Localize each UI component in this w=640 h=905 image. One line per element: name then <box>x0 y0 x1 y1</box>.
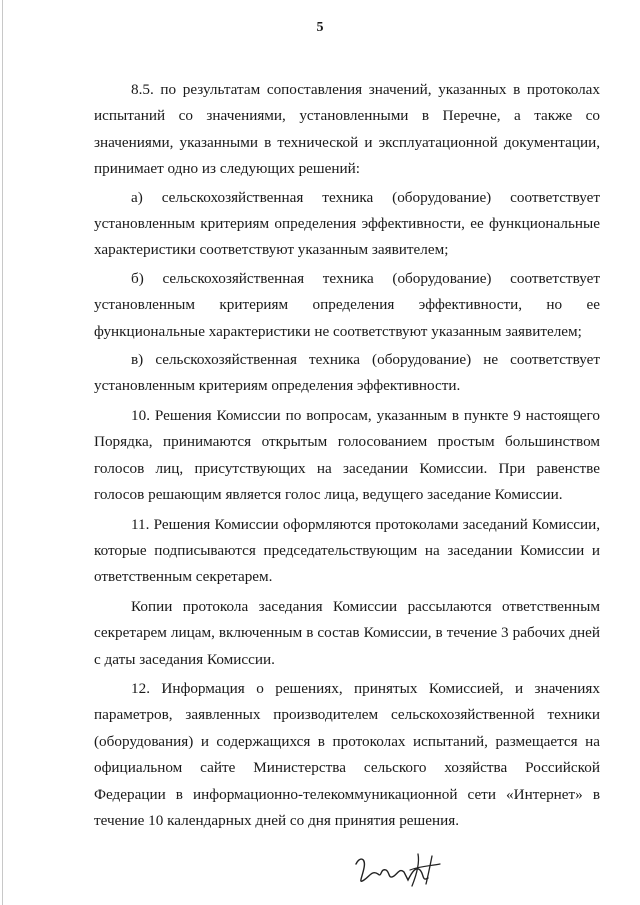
paragraph-11: 11. Решения Комиссии оформляются протоколами заседаний Комиссии, которые подписываются председательствующим на заседании Комиссии и ответственным секретарем. <box>94 515 600 586</box>
paragraph-8-5-b: б) сельскохозяйственная техника (оборудование) соответствует установленным критериям определения эффективности, но ее функциональные характеристики не соответствуют указанным заявителем; <box>94 269 600 340</box>
page-edge <box>2 0 3 905</box>
paragraph-12: 12. Информация о решениях, принятых Комиссией, и значениях параметров, заявленных производителем сельскохозяйственной техники (оборудования) и содержащихся в протоколах испытаний, размещается на официальном сайте Министерства сельского хозяйства Российской Федерации в информационно-телекоммуникационной сети «Интернет» в течение 10 календарных дней со дня принятия решения. <box>94 679 600 829</box>
document-body <box>94 77 600 836</box>
paragraph-8-5: 8.5. по результатам сопоставления значений, указанных в протоколах испытаний со значениями, установленными в Перечне, а также со значениями, указанными в технической и эксплуатационной документации, принимает одно из следующих решений: <box>94 81 600 178</box>
paragraph-10: 10. Решения Комиссии по вопросам, указанным в пункте 9 настоящего Порядка, принимаются открытым голосованием простым большинством голосов лиц, присутствующих на заседании Комиссии. При равенстве голосов решающим является голос лица, ведущего заседание Комиссии. <box>94 406 600 504</box>
paragraph-11-copies: Копии протокола заседания Комиссии рассылаются ответственным секретарем лицам, включенным в состав Комиссии, в течение 3 рабочих дней с даты заседания Комиссии. <box>94 597 600 668</box>
page-number: 5 <box>316 20 324 35</box>
paragraph-8-5-v: в) сельскохозяйственная техника (оборудование) не соответствует установленным критериям определения эффективности. <box>94 351 600 395</box>
handwritten-signature <box>350 850 450 890</box>
paragraph-8-5-a: а) сельскохозяйственная техника (оборудование) соответствует установленным критериям определения эффективности, ее функциональные характеристики соответствуют указанным заявителем; <box>94 188 600 259</box>
